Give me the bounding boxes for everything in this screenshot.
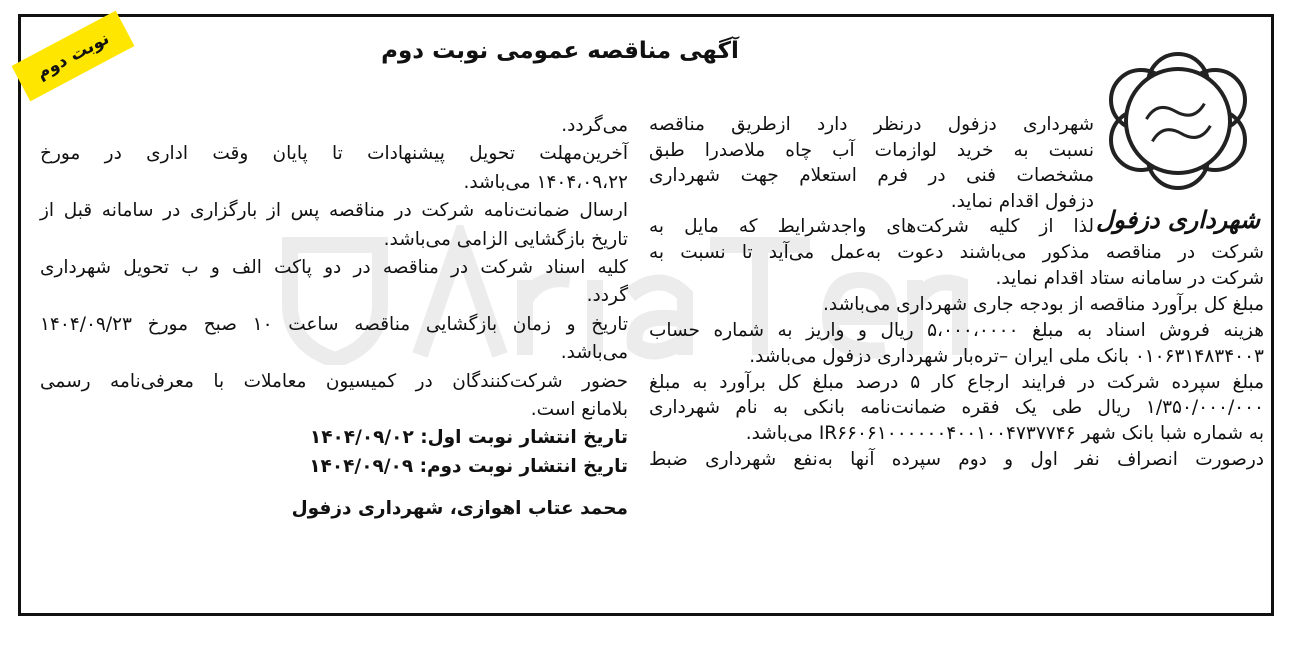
text-line: تاریخ و زمان بازگشایی مناقصه ساعت ۱۰ صبح مورخ ۱۴۰۴/۰۹/۲۳ <box>40 313 629 335</box>
text-line: ۰۱۰۶۳۱۴۸۳۴۰۰۳ بانک ملی ایران –تره‌بار شهرداری دزفول می‌باشد. <box>749 345 1264 367</box>
logo-caption: شهرداری دزفول <box>1095 206 1261 234</box>
left-column <box>40 112 628 524</box>
text-line: نسبت به خرید لوازمات آب چاه ملاصدرا طبق <box>649 139 1094 161</box>
text-line: ارسال ضمانت‌نامه شرکت در مناقصه پس از بارگزاری در سامانه قبل از <box>40 200 628 222</box>
text-line: می‌گردد. <box>561 115 628 136</box>
text-line: به شماره شبا بانک شهر IR۶۶۰۶۱۰۰۰۰۰۰۴۰۰۱۰۰۴۷۳۷۷۴۶ می‌باشد. <box>745 423 1264 445</box>
text-line: مبلغ کل برآورد مناقصه از بودجه جاری شهرداری می‌باشد. <box>823 293 1264 315</box>
text-line: آخرین‌مهلت تحویل پیشنهادات تا پایان وقت اداری در مورخ <box>40 143 628 165</box>
text-line: لذا از کلیه شرکت‌های واجدشرایط که مایل به <box>649 216 1094 238</box>
municipality-logo <box>1093 36 1263 251</box>
text-line: دزفول اقدام نماید. <box>950 190 1094 212</box>
text-line: هزینه فروش اسناد به مبلغ ۵،۰۰۰،۰۰۰۰ ریال و واریز به شماره حساب <box>649 319 1264 341</box>
text-line: گردد. <box>586 285 628 307</box>
right-column-bottom <box>649 240 1264 473</box>
first-publication-date: تاریخ انتشار نوبت اول: ۱۴۰۴/۰۹/۰۲ <box>309 427 628 449</box>
text-line: شهرداری دزفول درنظر دارد ازطریق مناقصه <box>649 114 1094 135</box>
text-line: شرکت در مناقصه مذکور می‌باشند دعوت به‌عمل می‌آید تا نسبت به <box>649 242 1264 263</box>
text-line: تاریخ بازگشایی الزامی می‌باشد. <box>383 228 628 250</box>
text-line: ۱/۳۵۰/۰۰۰/۰۰۰ ریال طی یک فقره ضمانت‌نامه بانکی به نام شهرداری <box>649 397 1264 419</box>
right-column-top <box>649 112 1094 240</box>
notice-title: آگهی مناقصه عمومی نوبت دوم <box>381 38 739 64</box>
text-line: کلیه اسناد شرکت در مناقصه در دو پاکت الف و ب تحویل شهرداری <box>40 257 628 279</box>
text-line: شرکت در سامانه ستاد اقدام نماید. <box>995 267 1264 289</box>
second-publication-date: تاریخ انتشار نوبت دوم: ۱۴۰۴/۰۹/۰۹ <box>309 455 628 477</box>
signature: محمد عتاب اهوازی، شهرداری دزفول <box>291 498 628 520</box>
text-line: مشخصات فنی در فرم استعلام جهت شهرداری <box>649 165 1094 187</box>
text-line: حضور شرکت‌کنندگان در کمیسیون معاملات با معرفی‌نامه رسمی <box>40 370 628 392</box>
text-line: بلامانع است. <box>530 399 628 421</box>
second-round-badge: نوبت دوم <box>12 11 135 102</box>
text-line: درصورت انصراف نفر اول و دوم سپرده آنها به‌نفع شهرداری ضبط <box>649 449 1264 471</box>
text-line: ۱۴۰۴،۰۹،۲۲ می‌باشد. <box>463 171 628 193</box>
text-line: مبلغ سپرده شرکت در فرایند ارجاع کار ۵ درصد مبلغ کل برآورد به مبلغ <box>649 371 1264 393</box>
emblem-icon <box>1093 36 1263 206</box>
text-line: می‌باشد. <box>560 342 628 364</box>
